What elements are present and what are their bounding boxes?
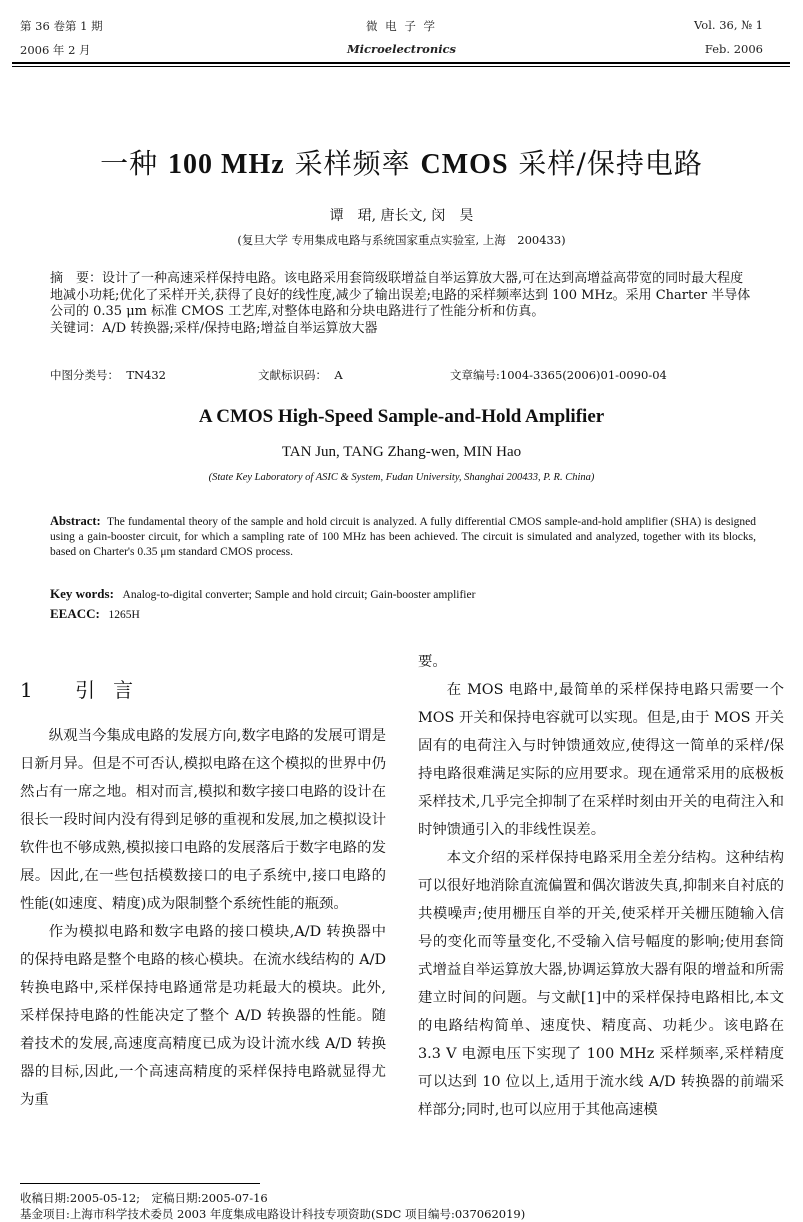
- header-date-en: Feb. 2006: [704, 42, 763, 56]
- clc-number: [50, 367, 166, 383]
- paragraph: 作为模拟电路和数字电路的接口模块,A/D 转换器中的保持电路是整个电路的核心模块。在流水线结构的 A/D 转换电路中,采样保持电路通常是功耗最大的模块。此外,采样保持电路的性能决定了整个 A/D 转换器的性能。随着技术的发展,高速度高精度已成为设计流水线 A/D 转换器的目标,因此,一个高速高精度的采样保持电路就显得尤为重: [20, 924, 386, 1108]
- header-vol-en: Vol. 36, № 1: [694, 18, 763, 32]
- paragraph: 要。: [418, 654, 447, 670]
- abstract-en: [50, 514, 756, 560]
- doc-value: A: [334, 368, 343, 382]
- paragraph: 在 MOS 电路中,最简单的采样保持电路只需要一个 MOS 开关和保持电容就可以实现。但是,由于 MOS 开关固有的电荷注入与时钟馈通效应,使得这一简单的采样/保持电路很难满足实际的应用要求。现在通常采用的底极板采样技术,几乎完全抑制了在采样时刻由开关的电荷注入和时钟馈通引入的非线性误差。: [418, 682, 784, 838]
- title-part: 采样/保持电路: [518, 147, 703, 180]
- header-date: 2006 年 2 月: [20, 43, 91, 57]
- authors-en: TAN Jun, TANG Zhang-wen, MIN Hao: [281, 444, 522, 460]
- article-number: [450, 367, 667, 383]
- footnote-rule: [20, 1183, 260, 1184]
- affiliation-cn: (复旦大学 专用集成电路与系统国家重点实验室, 上海 200433): [237, 233, 566, 247]
- abstract-en-label: Abstract:: [50, 514, 101, 528]
- footnote-funding: 基金项目:上海市科学技术委员 2003 年度集成电路设计科技专项资助(SDC 项目编号:037062019): [20, 1207, 526, 1221]
- eeacc-label: EEACC:: [50, 606, 100, 621]
- header-rule-thick: [12, 62, 790, 64]
- title-part: CMOS: [420, 149, 509, 180]
- paragraph: 纵观当今集成电路的发展方向,数字电路的发展可谓是日新月异。但是不可否认,模拟电路在这个模拟的世界中仍然占有一席之地。相对而言,模拟和数字接口电路的设计在很长一段时间内没有得到足够的重视和发展,加之模拟设计软件也不够成熟,模拟接口电路的发展落后于数字电路的发展。因此,在一些包括模数接口的电子系统中,接口电路的性能(如速度、精度)成为限制整个系统性能的瓶颈。: [20, 728, 386, 912]
- keywords-en-label: Key words:: [50, 586, 114, 601]
- footnote-dates: 收稿日期:2005-05-12; 定稿日期:2005-07-16: [20, 1191, 268, 1205]
- header-journal-cn: 微 电 子 学: [366, 19, 437, 33]
- paper-title-cn: [0, 142, 803, 182]
- article-value: 1004-3365(2006)01-0090-04: [499, 368, 667, 382]
- keywords-en-text: Analog-to-digital converter; Sample and hold circuit; Gain-booster amplifier: [122, 589, 476, 601]
- clc-label: 中图分类号：: [50, 368, 119, 382]
- paragraph: 本文介绍的采样保持电路采用全差分结构。这种结构可以很好地消除直流偏置和偶次谐波失真,抑制来自衬底的共模噪声;使用栅压自举的开关,使采样开关栅压随输入信号的变化而等量变化,不受输入信号幅度的影响;使用套筒式增益自举运算放大器,协调运算放大器有限的增益和所需建立时间的问题。与文献[1]中的采样保持电路相比,本文的电路结构简单、速度快、精度高、功耗少。该电路在 3.3 V 电源电压下实现了 100 MHz 采样频率,采样精度可以达到 10 位以上,适用于流水线 A/D 转换器的前端采样部分;同时,也可以应用于其他高速模: [418, 850, 784, 1118]
- paper-title-en: A CMOS High-Speed Sample-and-Hold Amplifier: [198, 406, 605, 427]
- abstract-cn-label: 摘 要：: [50, 271, 103, 286]
- article-label: 文章编号:: [450, 368, 500, 382]
- abstract-cn: [50, 271, 756, 337]
- header-volume: 第 36 卷第 1 期: [20, 19, 103, 33]
- title-part: 采样频率: [294, 147, 411, 180]
- abstract-en-text: The fundamental theory of the sample and hold circuit is analyzed. A fully differential CMOS sample-and-hold amplifier (SHA) is designed using a gain-booster circuit, for which a sampling rate of 100 MHz has been achieved. The circuit is simulated and analyzed, together with its blocks, based on Charter's 0.35 μm standard CMOS process.: [50, 516, 757, 558]
- keywords-en: [50, 586, 475, 602]
- eeacc: [50, 606, 140, 622]
- header-rule-thin: [12, 66, 790, 67]
- title-part: 100 MHz: [168, 149, 285, 180]
- keywords-cn-text: A/D 转换器;采样/保持电路;增益自举运算放大器: [102, 320, 378, 336]
- header-journal-en: Microelectronics: [346, 42, 457, 56]
- eeacc-value: 1265H: [108, 609, 140, 621]
- keywords-cn-label: 关键词：: [50, 320, 103, 336]
- authors-cn: 谭 珺, 唐长文, 闵 昊: [329, 208, 474, 224]
- left-column: [20, 722, 386, 1114]
- affiliation-en: (State Key Laboratory of ASIC & System, Fudan University, Shanghai 200433, P. R. China): [208, 472, 595, 483]
- section-heading: 1 引言: [20, 678, 152, 702]
- right-column: [418, 648, 784, 1124]
- title-part: 一种: [100, 147, 159, 180]
- abstract-cn-text: 设计了一种高速采样保持电路。该电路采用套筒级联增益自举运算放大器,可在达到高增益高带宽的同时最大程度地减小功耗;优化了采样开关,获得了良好的线性度,减少了输出误差;电路的采样频率达到 100 MHz。采用 Charter 半导体公司的 0.35 μm 标准 CMOS 工艺库,对整体电路和分块电路进行了性能分析和仿真。: [50, 271, 751, 319]
- clc-value: TN432: [126, 368, 166, 382]
- doc-label: 文献标识码：: [258, 368, 327, 382]
- doc-code: [258, 367, 343, 383]
